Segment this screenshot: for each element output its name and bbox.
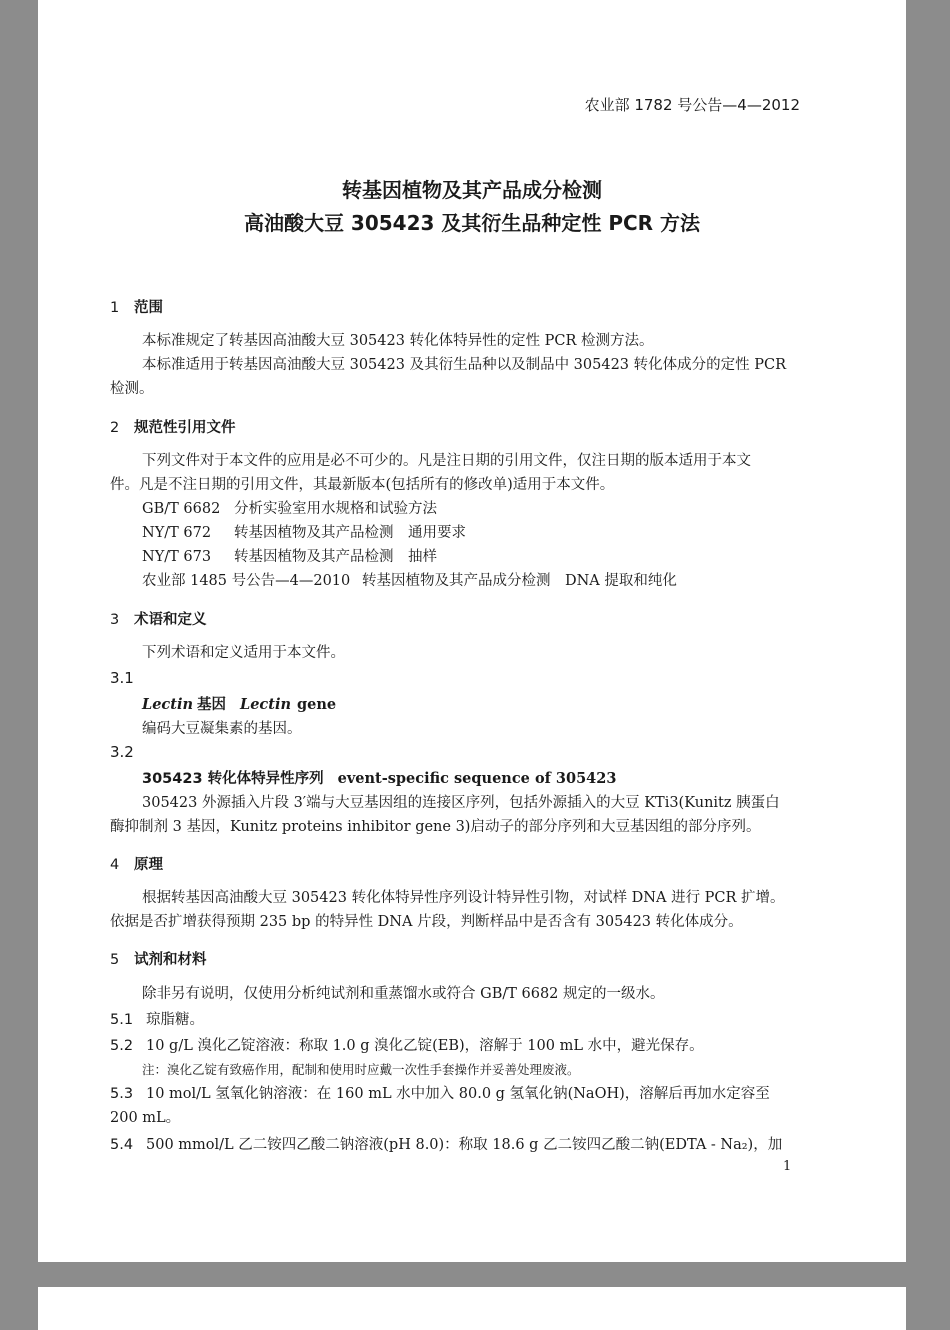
section-heading-4 xyxy=(110,853,163,874)
item-number: 5.3 xyxy=(110,1086,134,1102)
section-number: 2 xyxy=(110,420,120,436)
standard-number: 农业部 1782 号公告—4—2012 xyxy=(584,96,800,114)
term-definition: 酶抑制剂 3 基因，Kunitz proteins inhibitor gene 3)启动子的部分序列和大豆基因组的部分序列。 xyxy=(110,819,761,835)
term-cn: 305423 转化体特异性序列 xyxy=(142,771,324,787)
paragraph: 依据是否扩增获得预期 235 bp 的特异性 DNA 片段，判断样品中是否含有 305423 转化体成分。 xyxy=(110,914,743,930)
paragraph: 本标准规定了转基因高油酸大豆 305423 转化体特异性的定性 PCR 检测方法。 xyxy=(142,333,654,349)
term-definition: 编码大豆凝集素的基因。 xyxy=(142,721,302,737)
item-number: 5.2 xyxy=(110,1038,134,1054)
section-heading-3 xyxy=(110,608,207,629)
reference-item xyxy=(142,497,437,521)
next-page xyxy=(38,1287,906,1330)
page-number: 1 xyxy=(783,1159,792,1174)
term-definition: 305423 外源插入片段 3′端与大豆基因组的连接区序列，包括外源插入的大豆 KTi3(Kunitz 胰蛋白 xyxy=(142,795,780,811)
paragraph: 下列术语和定义适用于本文件。 xyxy=(142,645,345,661)
paragraph: 200 mL。 xyxy=(110,1110,181,1126)
note: 注：溴化乙锭有致癌作用，配制和使用时应戴一次性手套操作并妥善处理废液。 xyxy=(142,1062,580,1077)
reference-code: NY/T 672 xyxy=(142,525,212,541)
reference-code: 农业部 1485 号公告—4—2010 xyxy=(142,573,351,589)
section-title: 规范性引用文件 xyxy=(134,420,236,436)
paragraph: 下列文件对于本文件的应用是必不可少的。凡是注日期的引用文件，仅注日期的版本适用于本文 xyxy=(142,453,751,469)
term-en: gene xyxy=(297,696,337,713)
reference-code: GB/T 6682 xyxy=(142,501,221,517)
reference-item xyxy=(142,521,466,545)
term-heading xyxy=(142,693,336,717)
item-text: 10 g/L 溴化乙锭溶液：称取 1.0 g 溴化乙锭(EB)，溶解于 100 mL 水中，避光保存。 xyxy=(146,1038,704,1054)
document-page xyxy=(38,0,906,1262)
reference-code: NY/T 673 xyxy=(142,549,212,565)
item-number: 5.1 xyxy=(110,1012,134,1028)
clause-number: 3.1 xyxy=(110,669,134,687)
paragraph: 件。凡是不注日期的引用文件，其最新版本(包括所有的修改单)适用于本文件。 xyxy=(110,477,615,493)
item-text: 10 mol/L 氢氧化钠溶液：在 160 mL 水中加入 80.0 g 氢氧化钠(NaOH)，溶解后再加水定容至 xyxy=(146,1086,770,1102)
section-number: 5 xyxy=(110,952,120,968)
reference-title: 转基因植物及其产品检测 通用要求 xyxy=(234,525,466,541)
reference-item xyxy=(142,545,437,569)
paragraph: 本标准适用于转基因高油酸大豆 305423 及其衍生品种以及制品中 305423 转化体成分的定性 PCR xyxy=(142,357,787,373)
paragraph: 检测。 xyxy=(110,381,154,397)
reference-item xyxy=(142,569,677,593)
list-item xyxy=(110,1133,782,1157)
paragraph: 根据转基因高油酸大豆 305423 转化体特异性序列设计特异性引物，对试样 DNA 进行 PCR 扩增。 xyxy=(142,890,785,906)
section-title: 试剂和材料 xyxy=(134,952,207,968)
list-item xyxy=(110,1082,770,1106)
section-number: 4 xyxy=(110,857,120,873)
list-item xyxy=(110,1008,204,1032)
reference-title: 分析实验室用水规格和试验方法 xyxy=(234,501,437,517)
term-en: event-specific sequence of 305423 xyxy=(337,770,617,787)
term-cn: 基因 xyxy=(197,697,226,713)
section-title: 范围 xyxy=(134,300,163,316)
list-item xyxy=(110,1034,704,1058)
section-heading-2 xyxy=(110,416,236,437)
term-heading xyxy=(142,767,616,791)
document-title-line1: 转基因植物及其产品成分检测 xyxy=(342,178,602,202)
section-title: 原理 xyxy=(134,857,163,873)
item-text: 500 mmol/L 乙二铵四乙酸二钠溶液(pH 8.0)：称取 18.6 g 乙二铵四乙酸二钠(EDTA - Na₂)，加 xyxy=(146,1137,783,1153)
item-text: 琼脂糖。 xyxy=(146,1012,204,1028)
section-heading-5 xyxy=(110,948,207,969)
paragraph: 除非另有说明，仅使用分析纯试剂和重蒸馏水或符合 GB/T 6682 规定的一级水。 xyxy=(142,986,665,1002)
section-title: 术语和定义 xyxy=(134,612,207,628)
clause-number: 3.2 xyxy=(110,743,134,761)
section-heading-1 xyxy=(110,296,163,317)
reference-title: 转基因植物及其产品成分检测 DNA 提取和纯化 xyxy=(362,573,677,589)
term-en: Lectin xyxy=(142,696,193,713)
term-en: Lectin xyxy=(240,696,291,713)
document-title-line2: 高油酸大豆 305423 及其衍生品种定性 PCR 方法 xyxy=(243,211,701,235)
section-number: 3 xyxy=(110,612,120,628)
section-number: 1 xyxy=(110,300,120,316)
item-number: 5.4 xyxy=(110,1137,134,1153)
reference-title: 转基因植物及其产品检测 抽样 xyxy=(234,549,437,565)
